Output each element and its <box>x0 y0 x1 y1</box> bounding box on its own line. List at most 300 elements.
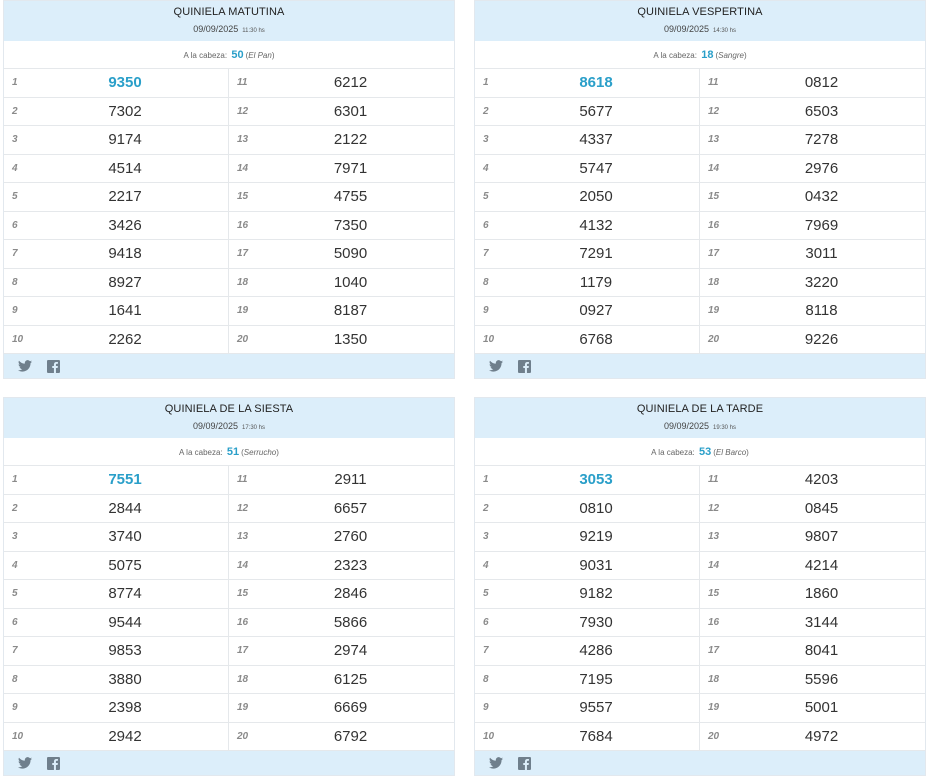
position-number: 3 <box>12 531 18 543</box>
result-row <box>4 637 454 666</box>
date-text: 09/09/2025 <box>192 421 238 431</box>
position-number: 10 <box>12 730 24 742</box>
cabeza-label: A la cabeza: <box>651 448 695 457</box>
result-row <box>4 609 454 638</box>
quiniela-card <box>3 397 455 776</box>
cabeza-label: A la cabeza: <box>653 51 697 60</box>
drawn-number: 0432 <box>804 188 839 206</box>
position-number: 14 <box>237 559 249 571</box>
cabeza-info: A la cabeza: 53 (El Barco) <box>475 438 925 466</box>
drawn-number: 1040 <box>333 273 368 291</box>
draw-title: QUINIELA VESPERTINA <box>637 6 763 18</box>
result-cell <box>475 240 700 268</box>
drawn-number: 2760 <box>333 528 368 546</box>
position-number: 7 <box>483 645 489 657</box>
result-cell <box>475 183 700 211</box>
result-row <box>475 126 925 155</box>
date-text: 09/09/2025 <box>663 421 709 431</box>
result-row <box>4 212 454 241</box>
result-cell <box>700 326 925 354</box>
drawn-number: 3426 <box>108 216 142 234</box>
cabeza-label: A la cabeza: <box>183 51 228 60</box>
result-cell <box>700 694 925 722</box>
result-cell <box>700 580 925 608</box>
results-table <box>475 69 925 354</box>
result-cell <box>4 183 229 211</box>
drawn-number: 0810 <box>579 499 613 517</box>
twitter-icon[interactable] <box>18 359 32 373</box>
drawn-number: 9807 <box>804 528 839 546</box>
result-row <box>475 666 925 695</box>
result-cell <box>229 326 454 354</box>
drawn-number: 4214 <box>804 556 839 574</box>
result-row <box>4 98 454 127</box>
result-cell <box>229 580 454 608</box>
drawn-number: 7278 <box>804 131 839 149</box>
position-number: 11 <box>708 77 719 89</box>
result-cell <box>4 297 229 325</box>
result-cell <box>4 466 229 494</box>
position-number: 17 <box>708 645 720 657</box>
position-number: 17 <box>708 248 720 260</box>
drawn-number: 2844 <box>108 499 142 517</box>
result-row <box>4 155 454 184</box>
position-number: 3 <box>12 134 18 146</box>
drawn-number: 6503 <box>804 102 839 120</box>
result-cell <box>229 212 454 240</box>
result-row <box>475 69 925 98</box>
position-number: 19 <box>708 305 720 317</box>
position-number: 8 <box>12 673 18 685</box>
result-cell <box>4 723 229 751</box>
result-cell <box>4 98 229 126</box>
drawn-number: 9557 <box>579 699 613 717</box>
drawn-number: 2911 <box>334 471 367 489</box>
result-cell <box>475 326 700 354</box>
result-cell <box>475 523 700 551</box>
facebook-icon[interactable] <box>46 756 60 770</box>
position-number: 1 <box>12 77 18 89</box>
result-row <box>475 240 925 269</box>
drawn-number: 3220 <box>804 273 839 291</box>
result-row <box>475 723 925 752</box>
date-text: 09/09/2025 <box>193 24 239 34</box>
result-row <box>475 98 925 127</box>
result-row <box>475 212 925 241</box>
result-cell <box>475 98 700 126</box>
result-cell <box>4 69 229 97</box>
card-header <box>4 1 454 41</box>
winning-number: 3053 <box>579 471 613 489</box>
position-number: 1 <box>483 77 489 89</box>
drawn-number: 6792 <box>333 727 368 745</box>
share-bar <box>4 751 454 775</box>
result-row <box>4 126 454 155</box>
position-number: 14 <box>708 559 720 571</box>
position-number: 9 <box>12 305 18 317</box>
result-row <box>4 495 454 524</box>
result-row <box>475 155 925 184</box>
position-number: 1 <box>483 474 489 486</box>
result-row <box>475 297 925 326</box>
drawn-number: 9031 <box>579 556 613 574</box>
drawn-number: 5866 <box>333 613 368 631</box>
position-number: 16 <box>708 219 720 231</box>
position-number: 16 <box>237 219 249 231</box>
result-cell <box>475 666 700 694</box>
position-number: 11 <box>237 77 248 89</box>
result-cell <box>4 580 229 608</box>
result-cell <box>700 126 925 154</box>
result-row <box>475 269 925 298</box>
result-cell <box>4 269 229 297</box>
facebook-icon[interactable] <box>517 359 531 373</box>
result-cell <box>229 637 454 665</box>
result-cell <box>229 523 454 551</box>
drawn-number: 6301 <box>333 102 368 120</box>
twitter-icon[interactable] <box>18 756 32 770</box>
quiniela-card <box>3 0 455 379</box>
position-number: 7 <box>12 248 18 260</box>
position-number: 12 <box>708 502 720 514</box>
winning-number: 7551 <box>108 471 142 489</box>
drawn-number: 7971 <box>333 159 368 177</box>
position-number: 8 <box>483 276 489 288</box>
position-number: 10 <box>12 333 24 345</box>
result-cell <box>475 495 700 523</box>
drawn-number: 7291 <box>579 245 613 263</box>
result-cell <box>475 155 700 183</box>
cabeza-info: A la cabeza: 50 (El Pan) <box>4 41 454 69</box>
position-number: 7 <box>483 248 489 260</box>
position-number: 20 <box>237 333 249 345</box>
result-row <box>4 326 454 355</box>
position-number: 18 <box>708 673 720 685</box>
draw-title: QUINIELA DE LA SIESTA <box>164 403 294 415</box>
drawn-number: 1860 <box>804 585 839 603</box>
result-cell <box>700 552 925 580</box>
position-number: 9 <box>483 305 489 317</box>
draw-time: 11:30 hs <box>242 28 265 34</box>
result-row <box>475 495 925 524</box>
drawn-number: 9418 <box>108 245 142 263</box>
position-number: 8 <box>483 673 489 685</box>
position-number: 17 <box>237 248 249 260</box>
position-number: 2 <box>12 105 18 117</box>
result-cell <box>229 723 454 751</box>
drawn-number: 7969 <box>804 216 839 234</box>
drawn-number: 3880 <box>108 670 142 688</box>
draw-time: 19:30 hs <box>713 425 737 431</box>
card-header <box>475 398 925 438</box>
drawn-number: 4203 <box>804 471 839 489</box>
result-cell <box>229 269 454 297</box>
position-number: 2 <box>483 105 489 117</box>
position-number: 19 <box>237 305 249 317</box>
cabeza-label: A la cabeza: <box>179 448 223 457</box>
result-row <box>4 69 454 98</box>
result-cell <box>700 666 925 694</box>
result-cell <box>4 666 229 694</box>
position-number: 2 <box>483 502 489 514</box>
result-row <box>4 466 454 495</box>
position-number: 13 <box>237 531 249 543</box>
result-cell <box>229 694 454 722</box>
result-cell <box>475 126 700 154</box>
result-cell <box>700 155 925 183</box>
position-number: 7 <box>12 645 18 657</box>
result-cell <box>700 212 925 240</box>
position-number: 12 <box>237 105 249 117</box>
result-cell <box>229 126 454 154</box>
position-number: 20 <box>708 333 720 345</box>
drawn-number: 5596 <box>804 670 839 688</box>
drawn-number: 4514 <box>108 159 142 177</box>
position-number: 12 <box>237 502 249 514</box>
drawn-number: 3011 <box>805 245 838 263</box>
result-cell <box>475 552 700 580</box>
position-number: 19 <box>237 702 249 714</box>
drawn-number: 1179 <box>579 273 613 291</box>
result-row <box>4 183 454 212</box>
result-cell <box>4 523 229 551</box>
drawn-number: 2976 <box>804 159 839 177</box>
result-cell <box>475 694 700 722</box>
drawn-number: 4972 <box>804 727 839 745</box>
result-cell <box>700 495 925 523</box>
position-number: 20 <box>237 730 249 742</box>
result-cell <box>229 98 454 126</box>
drawn-number: 5677 <box>579 102 613 120</box>
result-cell <box>4 326 229 354</box>
position-number: 12 <box>708 105 720 117</box>
drawn-number: 6657 <box>333 499 368 517</box>
result-cell <box>700 269 925 297</box>
drawn-number: 2974 <box>333 642 368 660</box>
drawn-number: 2262 <box>108 330 142 348</box>
drawn-number: 3144 <box>804 613 839 631</box>
draw-time: 17:30 hs <box>242 425 266 431</box>
position-number: 2 <box>12 502 18 514</box>
result-cell <box>229 552 454 580</box>
drawn-number: 2217 <box>108 188 142 206</box>
drawn-number: 7302 <box>108 102 142 120</box>
drawn-number: 5090 <box>333 245 368 263</box>
share-bar <box>4 354 454 378</box>
drawn-number: 5001 <box>804 699 839 717</box>
drawn-number: 6669 <box>333 699 368 717</box>
position-number: 6 <box>483 219 489 231</box>
drawn-number: 9219 <box>579 528 613 546</box>
drawn-number: 0845 <box>804 499 839 517</box>
position-number: 4 <box>12 162 18 174</box>
result-cell <box>475 269 700 297</box>
result-row <box>4 666 454 695</box>
result-cell <box>4 495 229 523</box>
winning-number: 8618 <box>579 74 613 92</box>
result-cell <box>4 212 229 240</box>
result-row <box>4 723 454 752</box>
result-cell <box>700 240 925 268</box>
results-table <box>475 466 925 751</box>
date-text: 09/09/2025 <box>663 24 709 34</box>
result-cell <box>4 609 229 637</box>
position-number: 11 <box>237 474 248 486</box>
draw-title: QUINIELA DE LA TARDE <box>636 403 764 415</box>
drawn-number: 3740 <box>108 528 142 546</box>
position-number: 3 <box>483 531 489 543</box>
drawn-number: 2323 <box>333 556 368 574</box>
drawn-number: 4132 <box>579 216 613 234</box>
position-number: 15 <box>708 588 720 600</box>
position-number: 14 <box>237 162 249 174</box>
result-cell <box>229 69 454 97</box>
drawn-number: 9226 <box>804 330 839 348</box>
position-number: 4 <box>483 162 489 174</box>
position-number: 18 <box>237 276 249 288</box>
quiniela-card <box>474 397 926 776</box>
position-number: 11 <box>708 474 719 486</box>
result-cell <box>229 466 454 494</box>
result-cell <box>229 297 454 325</box>
drawn-number: 6125 <box>333 670 368 688</box>
drawn-number: 8774 <box>108 585 142 603</box>
draw-date <box>4 22 454 38</box>
drawn-number: 6212 <box>333 74 368 92</box>
result-cell <box>475 212 700 240</box>
facebook-icon[interactable] <box>517 756 531 770</box>
result-row <box>4 240 454 269</box>
drawn-number: 2942 <box>108 727 142 745</box>
result-cell <box>700 523 925 551</box>
share-bar <box>475 354 925 378</box>
result-row <box>4 523 454 552</box>
drawn-number: 5075 <box>108 556 142 574</box>
drawn-number: 8927 <box>108 273 142 291</box>
result-cell <box>700 466 925 494</box>
result-row <box>475 552 925 581</box>
result-row <box>4 580 454 609</box>
position-number: 6 <box>483 616 489 628</box>
draw-date <box>475 22 925 38</box>
drawn-number: 5747 <box>579 159 613 177</box>
result-cell <box>229 155 454 183</box>
twitter-icon[interactable] <box>489 359 503 373</box>
position-number: 9 <box>12 702 18 714</box>
drawn-number: 2398 <box>108 699 142 717</box>
twitter-icon[interactable] <box>489 756 503 770</box>
result-row <box>475 183 925 212</box>
position-number: 17 <box>237 645 249 657</box>
cabeza-meaning: El Pan <box>248 51 272 60</box>
cabeza-info: A la cabeza: 51 (Serrucho) <box>4 438 454 466</box>
drawn-number: 1350 <box>333 330 368 348</box>
position-number: 15 <box>237 588 249 600</box>
position-number: 9 <box>483 702 489 714</box>
drawn-number: 2846 <box>333 585 368 603</box>
drawn-number: 4337 <box>579 131 613 149</box>
draw-date <box>475 419 925 435</box>
result-cell <box>475 637 700 665</box>
position-number: 15 <box>237 191 249 203</box>
facebook-icon[interactable] <box>46 359 60 373</box>
cabeza-number: 50 <box>231 49 244 61</box>
result-row <box>475 326 925 355</box>
position-number: 5 <box>483 191 489 203</box>
result-cell <box>4 552 229 580</box>
result-cell <box>700 723 925 751</box>
cabeza-meaning: Serrucho <box>243 448 277 457</box>
result-cell <box>700 69 925 97</box>
drawn-number: 0812 <box>804 74 839 92</box>
cabeza-number: 51 <box>226 446 240 458</box>
result-row <box>475 580 925 609</box>
drawn-number: 9544 <box>108 613 142 631</box>
result-cell <box>475 723 700 751</box>
drawn-number: 1641 <box>108 302 142 320</box>
result-cell <box>700 183 925 211</box>
cabeza-info: A la cabeza: 18 (Sangre) <box>475 41 925 69</box>
result-row <box>4 694 454 723</box>
drawn-number: 9174 <box>108 131 142 149</box>
drawn-number: 9182 <box>579 585 613 603</box>
position-number: 10 <box>483 730 495 742</box>
winning-number: 9350 <box>108 74 142 92</box>
share-bar <box>475 751 925 775</box>
result-row <box>475 466 925 495</box>
position-number: 13 <box>708 134 720 146</box>
position-number: 10 <box>483 333 495 345</box>
drawn-number: 7684 <box>579 727 613 745</box>
result-cell <box>4 155 229 183</box>
result-cell <box>475 580 700 608</box>
position-number: 4 <box>483 559 489 571</box>
cabeza-number: 53 <box>699 446 712 458</box>
result-cell <box>700 98 925 126</box>
drawn-number: 7195 <box>579 670 613 688</box>
result-cell <box>229 240 454 268</box>
position-number: 8 <box>12 276 18 288</box>
result-cell <box>4 637 229 665</box>
drawn-number: 9853 <box>108 642 142 660</box>
result-cell <box>700 609 925 637</box>
drawn-number: 8118 <box>805 302 838 320</box>
result-cell <box>700 297 925 325</box>
result-cell <box>475 297 700 325</box>
result-row <box>4 269 454 298</box>
result-cell <box>475 466 700 494</box>
position-number: 15 <box>708 191 720 203</box>
position-number: 13 <box>237 134 249 146</box>
position-number: 16 <box>237 616 249 628</box>
drawn-number: 7350 <box>333 216 368 234</box>
position-number: 18 <box>237 673 249 685</box>
drawn-number: 2050 <box>579 188 613 206</box>
cabeza-number: 18 <box>701 49 714 61</box>
position-number: 1 <box>12 474 18 486</box>
drawn-number: 0927 <box>579 302 613 320</box>
drawn-number: 8187 <box>333 302 368 320</box>
result-cell <box>229 183 454 211</box>
cabeza-meaning: El Barco <box>715 448 747 457</box>
result-row <box>4 552 454 581</box>
position-number: 6 <box>12 616 18 628</box>
result-cell <box>229 609 454 637</box>
results-table <box>4 466 454 751</box>
position-number: 5 <box>12 588 18 600</box>
card-header <box>4 398 454 438</box>
drawn-number: 4755 <box>333 188 368 206</box>
